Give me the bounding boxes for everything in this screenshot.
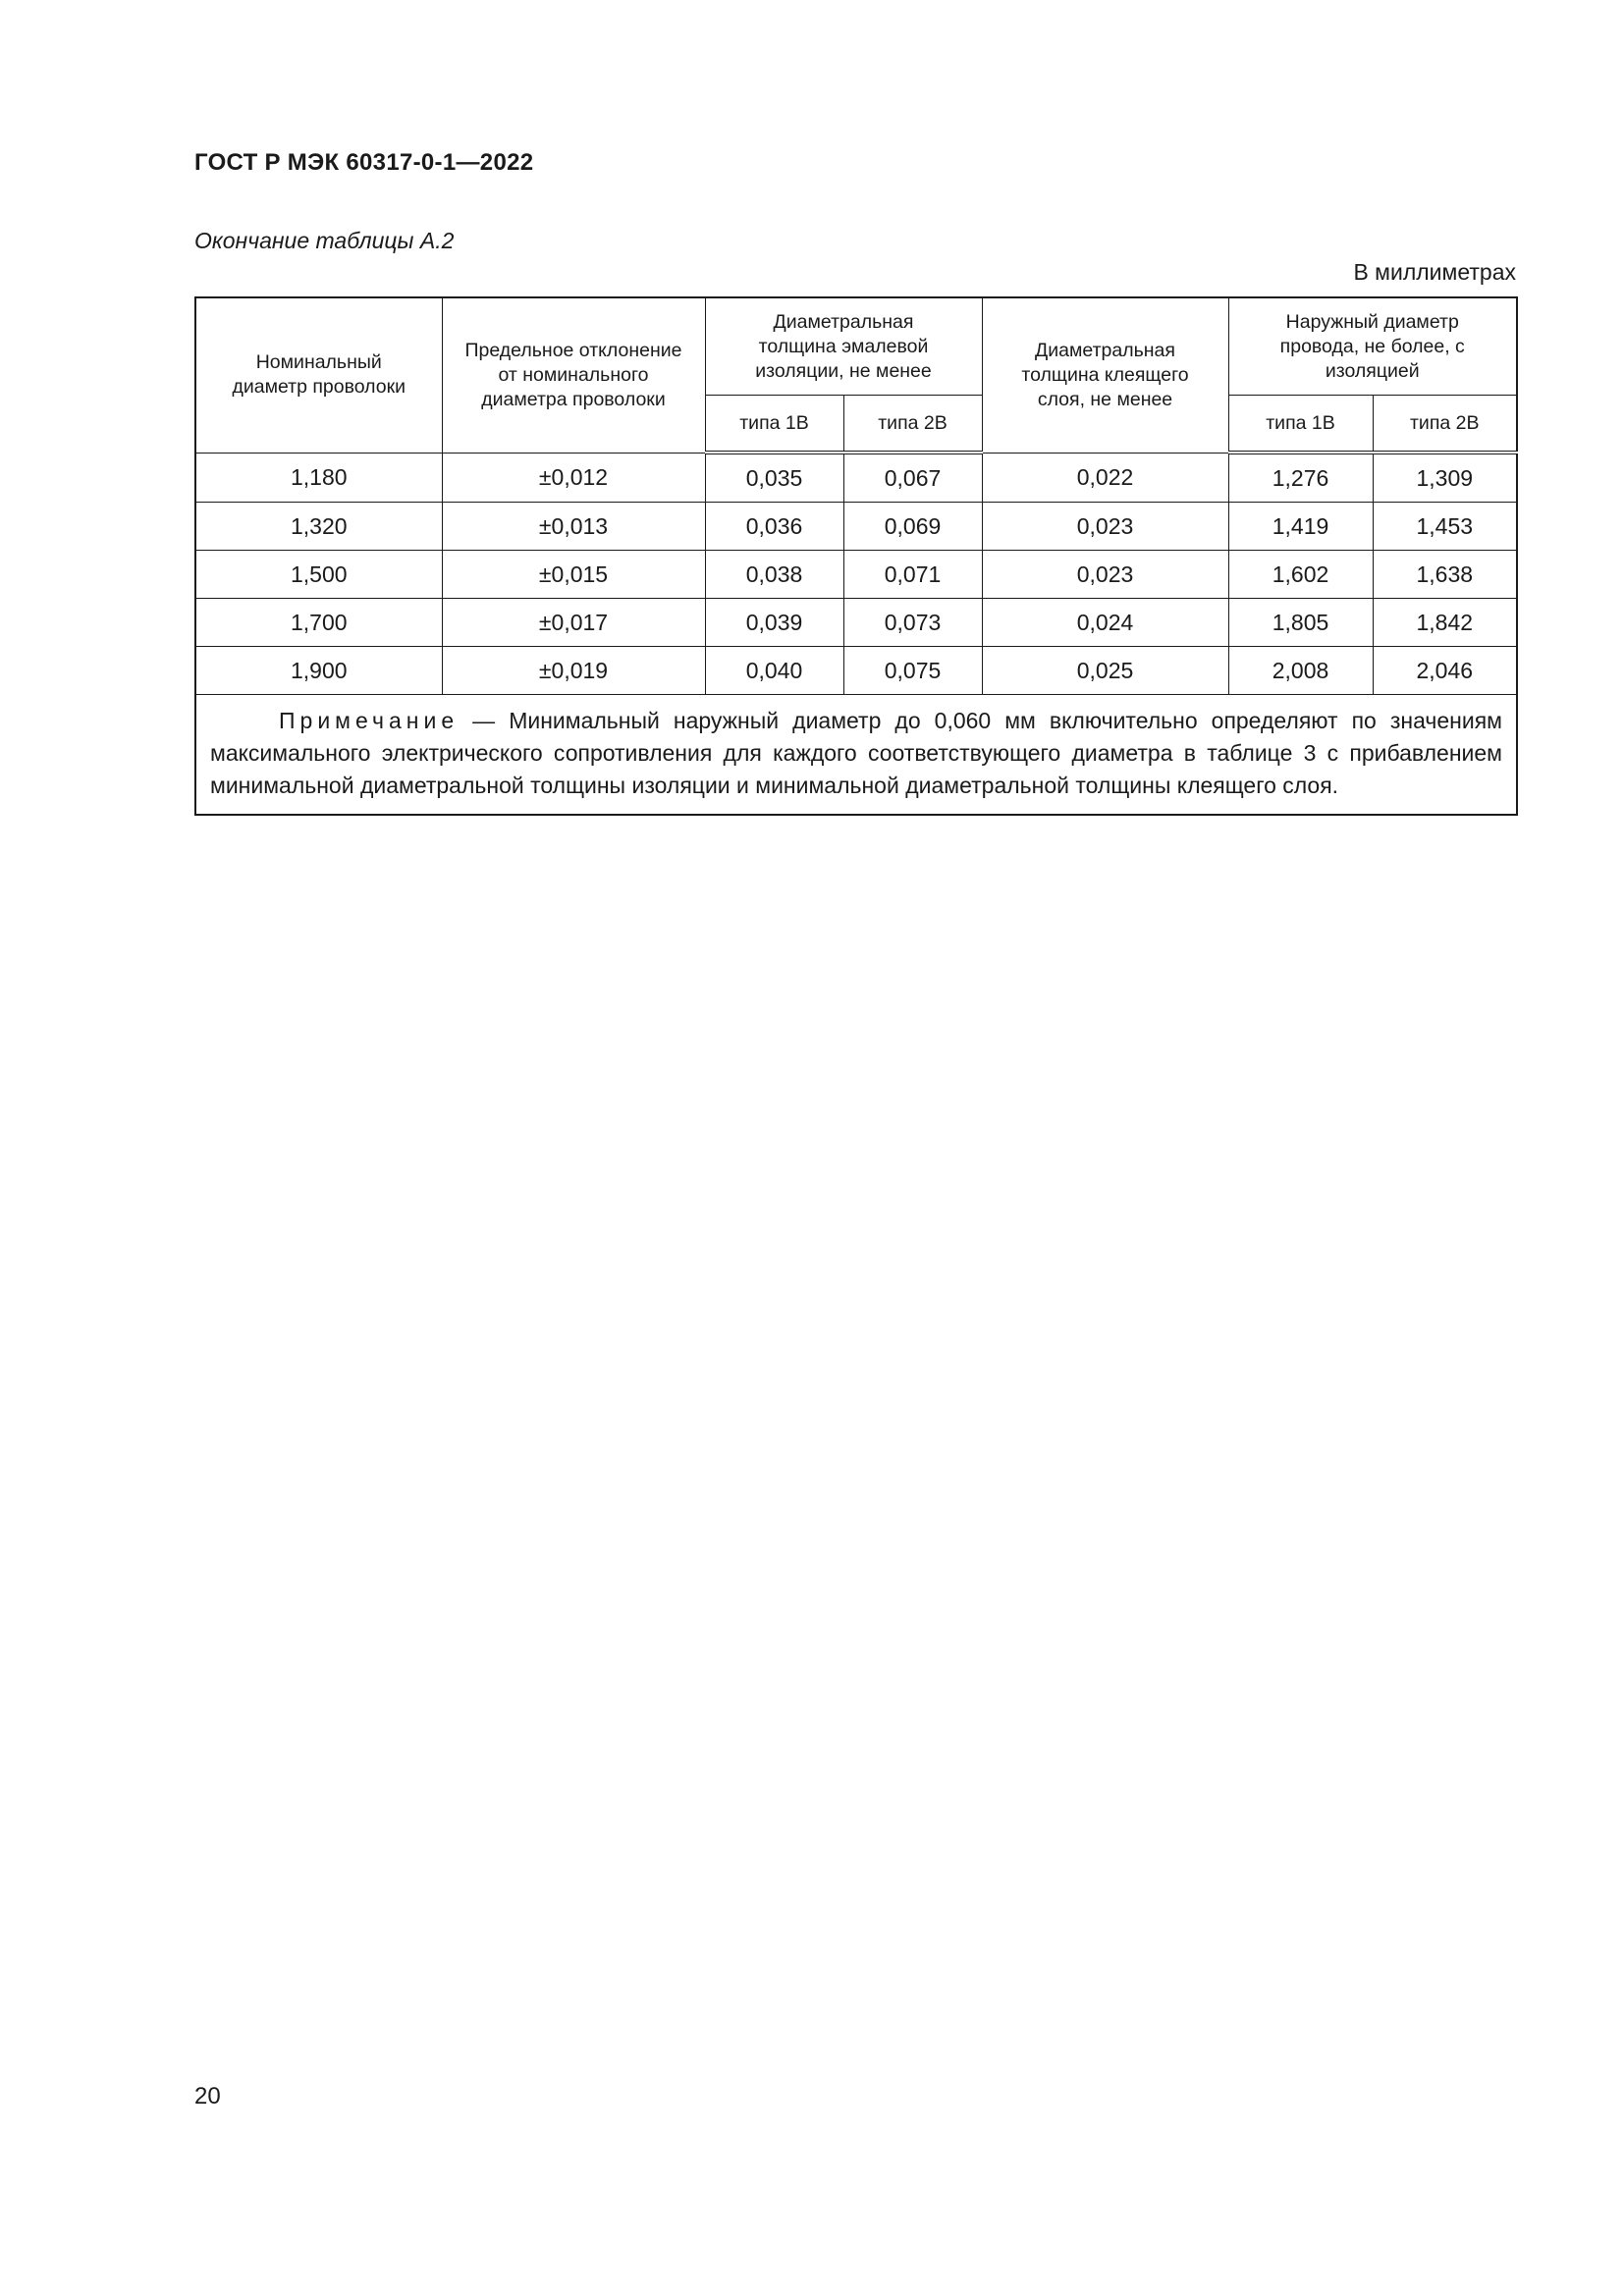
cell-deviation: ±0,013 <box>442 503 705 551</box>
table-caption: Окончание таблицы А.2 <box>194 228 455 253</box>
cell-deviation: ±0,017 <box>442 599 705 647</box>
cell-bond: 0,023 <box>982 551 1228 599</box>
cell-nominal: 1,180 <box>195 453 442 503</box>
note-dash: — <box>459 708 510 733</box>
header-outer-type-2b: типа 2В <box>1373 396 1517 454</box>
cell-bond: 0,025 <box>982 647 1228 695</box>
cell-enamel-2b: 0,075 <box>843 647 982 695</box>
cell-enamel-1b: 0,040 <box>705 647 843 695</box>
cell-deviation: ±0,015 <box>442 551 705 599</box>
cell-nominal: 1,320 <box>195 503 442 551</box>
cell-outer-1b: 2,008 <box>1228 647 1373 695</box>
table-note <box>195 695 1517 816</box>
table-row <box>195 453 1517 503</box>
cell-bond: 0,022 <box>982 453 1228 503</box>
header-outer-type-1b: типа 1В <box>1228 396 1373 454</box>
cell-outer-1b: 1,276 <box>1228 453 1373 503</box>
page-number: 20 <box>194 2083 221 2109</box>
header-nominal-diameter: Номинальный диаметр проволоки <box>195 297 442 453</box>
cell-outer-2b: 1,453 <box>1373 503 1517 551</box>
cell-outer-2b: 1,842 <box>1373 599 1517 647</box>
cell-enamel-1b: 0,036 <box>705 503 843 551</box>
header-enamel-type-1b: типа 1В <box>705 396 843 454</box>
header-deviation: Предельное отклонение от номинального диаметра проволоки <box>442 297 705 453</box>
cell-outer-1b: 1,419 <box>1228 503 1373 551</box>
header-enamel-thickness: Диаметральная толщина эмалевой изоляции, не менее <box>705 297 982 396</box>
cell-outer-1b: 1,602 <box>1228 551 1373 599</box>
cell-enamel-2b: 0,071 <box>843 551 982 599</box>
cell-enamel-2b: 0,067 <box>843 453 982 503</box>
cell-nominal: 1,700 <box>195 599 442 647</box>
note-label: Примечание <box>279 708 460 733</box>
cell-nominal: 1,900 <box>195 647 442 695</box>
cell-outer-2b: 1,309 <box>1373 453 1517 503</box>
cell-bond: 0,023 <box>982 503 1228 551</box>
table-row <box>195 599 1517 647</box>
cell-nominal: 1,500 <box>195 551 442 599</box>
document-id: ГОСТ Р МЭК 60317-0-1—2022 <box>194 149 534 176</box>
cell-enamel-2b: 0,069 <box>843 503 982 551</box>
header-enamel-type-2b: типа 2В <box>843 396 982 454</box>
cell-bond: 0,024 <box>982 599 1228 647</box>
cell-outer-2b: 2,046 <box>1373 647 1517 695</box>
table-row <box>195 551 1517 599</box>
header-bond-thickness: Диаметральная толщина клеящего слоя, не менее <box>982 297 1228 453</box>
data-table <box>194 296 1518 816</box>
cell-enamel-1b: 0,038 <box>705 551 843 599</box>
table-row <box>195 503 1517 551</box>
cell-outer-1b: 1,805 <box>1228 599 1373 647</box>
cell-deviation: ±0,012 <box>442 453 705 503</box>
cell-outer-2b: 1,638 <box>1373 551 1517 599</box>
cell-enamel-2b: 0,073 <box>843 599 982 647</box>
units-label: В миллиметрах <box>1353 259 1516 285</box>
cell-deviation: ±0,019 <box>442 647 705 695</box>
table-row <box>195 647 1517 695</box>
note-row <box>195 695 1517 816</box>
cell-enamel-1b: 0,035 <box>705 453 843 503</box>
header-outer-diameter: Наружный диаметр провода, не более, с изоляцией <box>1228 297 1517 396</box>
note-text: Минимальный наружный диаметр до 0,060 мм включительно определяют по значениям максимального электрического сопротивления для каждого соответствующего диаметра в таблице 3 с прибавлением минимальной диаметральной толщины изоляции и минимальной диаметральной толщины клеящего слоя. <box>210 708 1502 798</box>
cell-enamel-1b: 0,039 <box>705 599 843 647</box>
